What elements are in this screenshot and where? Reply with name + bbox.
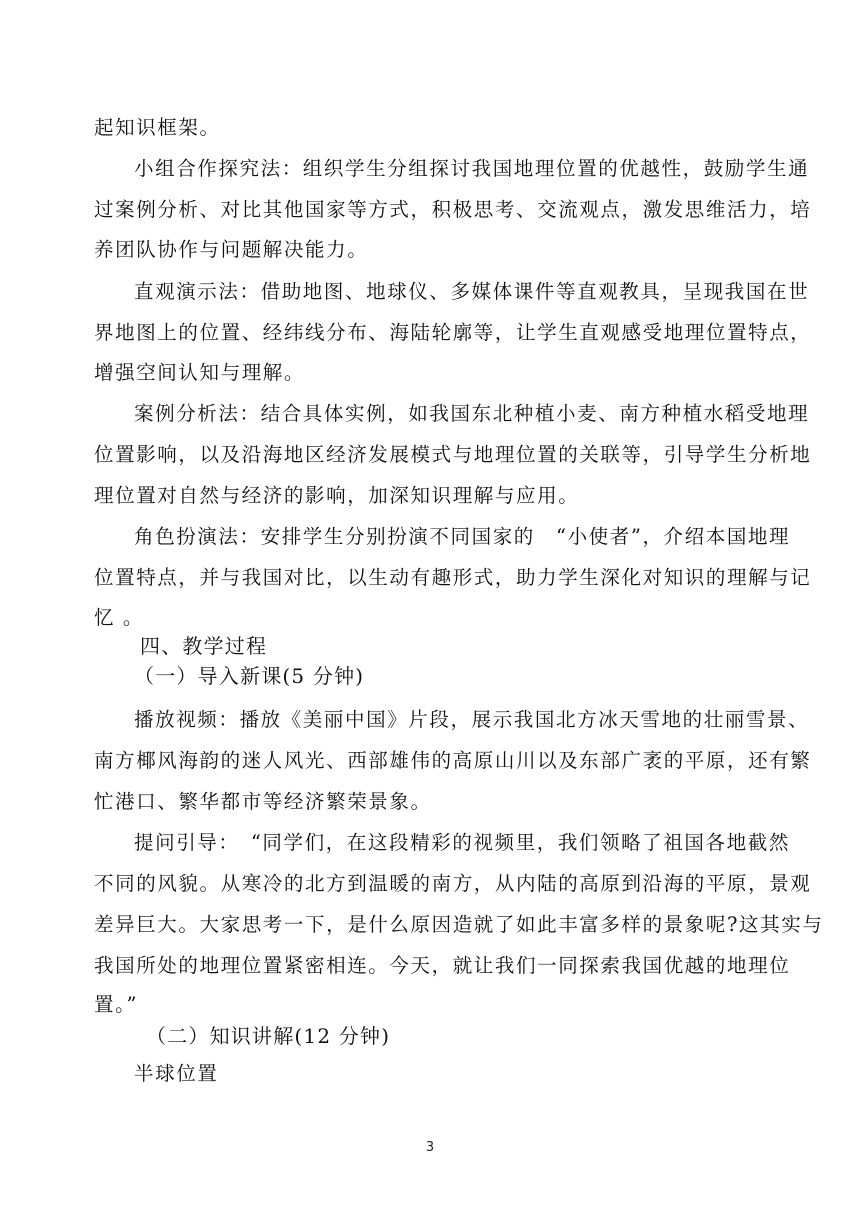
paragraph-line: 理位置对自然与经济的影响，加深知识理解与应用。 [94, 484, 580, 507]
paragraph-line: 差异巨大。大家思考一下，是什么原因造就了如此丰富多样的景象呢?这其实与 [94, 913, 824, 936]
paragraph-line: 角色扮演法：安排学生分别扮演不同国家的 “小使者”，介绍本国地理 [134, 525, 791, 548]
subsection-heading: （二）知识讲解(12 分钟) [146, 1024, 391, 1048]
subsection-heading: （一）导入新课(5 分钟) [134, 664, 365, 688]
paragraph-line: 忆 。 [94, 606, 144, 629]
paragraph-line: 位置影响，以及沿海地区经济发展模式与地理位置的关联等，引导学生分析地 [94, 443, 812, 466]
paragraph-line: 播放视频：播放《美丽中国》片段，展示我国北方冰天雪地的壮丽雪景、 [134, 708, 810, 731]
paragraph-line: 忙港口、繁华都市等经济繁荣景象。 [94, 790, 432, 813]
section-heading: 四、教学过程 [140, 634, 268, 658]
paragraph-line: 界地图上的位置、经纬线分布、海陆轮廓等，让学生直观感受地理位置特点， [94, 321, 812, 344]
paragraph-line: 养团队协作与问题解决能力。 [94, 238, 369, 261]
paragraph-line: 起知识框架。 [94, 116, 221, 139]
paragraph-line: 半球位置 [134, 1062, 219, 1085]
paragraph-line: 南方椰风海韵的迷人风光、西部雄伟的高原山川以及东部广袤的平原，还有繁 [94, 749, 812, 772]
paragraph-line: 过案例分析、对比其他国家等方式，积极思考、交流观点，激发思维活力，培 [94, 198, 812, 221]
paragraph-line: 我国所处的地理位置紧密相连。今天，就让我们一同探索我国优越的地理位 [94, 954, 791, 977]
paragraph-line: 置。” [94, 993, 139, 1016]
paragraph-line: 增强空间认知与理解。 [94, 361, 306, 384]
paragraph-line: 提问引导： “同学们，在这段精彩的视频里，我们领略了祖国各地截然 [134, 831, 790, 854]
paragraph-line: 小组合作探究法：组织学生分组探讨我国地理位置的优越性，鼓励学生通 [134, 157, 810, 180]
page-number: 3 [425, 1140, 435, 1155]
paragraph-line: 直观演示法：借助地图、地球仪、多媒体课件等直观教具，呈现我国在世 [134, 280, 810, 303]
paragraph-line: 不同的风貌。从寒冷的北方到温暖的南方，从内陆的高原到沿海的平原，景观 [94, 872, 812, 895]
paragraph-line: 位置特点，并与我国对比，以生动有趣形式，助力学生深化对知识的理解与记 [94, 566, 812, 589]
paragraph-line: 案例分析法：结合具体实例，如我国东北种植小麦、南方种植水稻受地理 [134, 402, 810, 425]
